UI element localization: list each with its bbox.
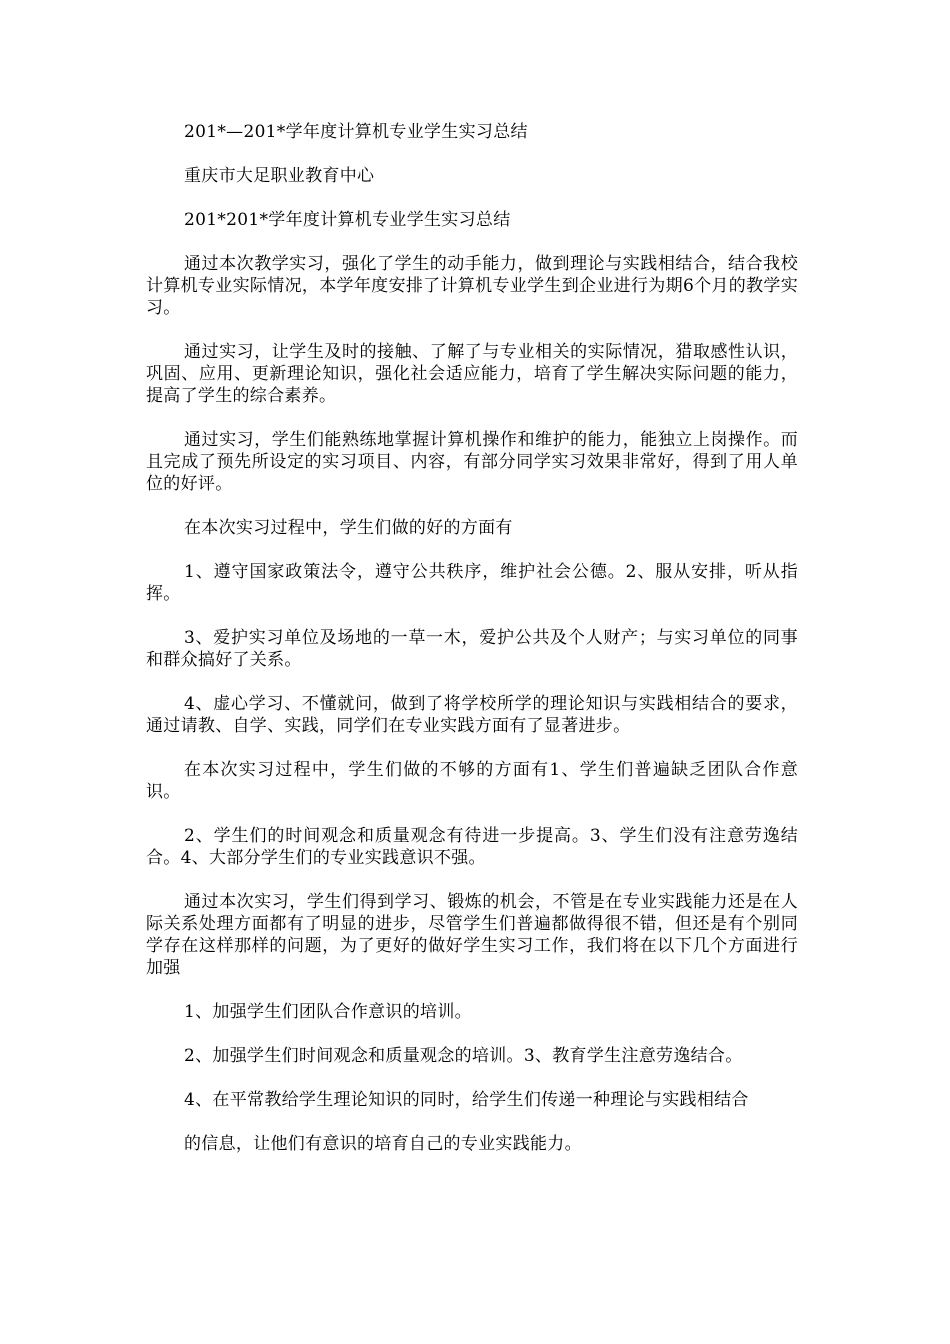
document-subtitle: 201*201*学年度计算机专业学生实习总结: [184, 210, 511, 230]
list-item: 2、学生们的时间观念和质量观念有待进一步提高。3、学生们没有注意劳逸结合。4、大部分学生们的专业实践意识不强。: [146, 826, 798, 868]
list-item: 1、遵守国家政策法令，遵守公共秩序，维护社会公德。2、服从安排，听从指挥。: [146, 562, 798, 604]
paragraph: 通过实习，让学生及时的接触、了解了与专业相关的实际情况，猎取感性认识，巩固、应用、更新理论知识，强化社会适应能力，培育了学生解决实际问题的能力，提高了学生的综合素养。: [146, 342, 798, 406]
section-heading-strengths: 在本次实习过程中，学生们做的好的方面有: [184, 518, 513, 538]
paragraph: 的信息，让他们有意识的培育自己的专业实践能力。: [184, 1134, 582, 1154]
list-item: 3、爱护实习单位及场地的一草一木，爱护公共及个人财产；与实习单位的同事和群众搞好了关系。: [146, 628, 798, 670]
paragraph: 通过本次教学实习，强化了学生的动手能力，做到理论与实践相结合，结合我校计算机专业实际情况，本学年度安排了计算机专业学生到企业进行为期6个月的教学实习。: [146, 254, 798, 318]
list-item: 2、加强学生们时间观念和质量观念的培训。3、教育学生注意劳逸结合。: [184, 1046, 743, 1066]
document-body: [146, 121, 798, 1177]
document-title: 201*—201*学年度计算机专业学生实习总结: [184, 122, 528, 142]
list-item: 4、在平常教给学生理论知识的同时，给学生们传递一种理论与实践相结合: [184, 1090, 749, 1110]
paragraph: 通过本次实习，学生们得到学习、锻炼的机会，不管是在专业实践能力还是在人际关系处理方面都有了明显的进步，尽管学生们普遍都做得很不错，但还是有个别同学存在这样那样的问题，为了更好的做好学生实习工作，我们将在以下几个方面进行加强: [146, 892, 798, 978]
list-item: 4、虚心学习、不懂就问，做到了将学校所学的理论知识与实践相结合的要求，通过请教、自学、实践，同学们在专业实践方面有了显著进步。: [146, 694, 798, 736]
list-item: 1、加强学生们团队合作意识的培训。: [184, 1002, 472, 1022]
section-heading-weaknesses: 在本次实习过程中，学生们做的不够的方面有1、学生们普遍缺乏团队合作意识。: [146, 760, 798, 802]
paragraph: 通过实习，学生们能熟练地掌握计算机操作和维护的能力，能独立上岗操作。而且完成了预先所设定的实习项目、内容，有部分同学实习效果非常好，得到了用人单位的好评。: [146, 430, 798, 494]
school-name: 重庆市大足职业教育中心: [184, 166, 375, 186]
